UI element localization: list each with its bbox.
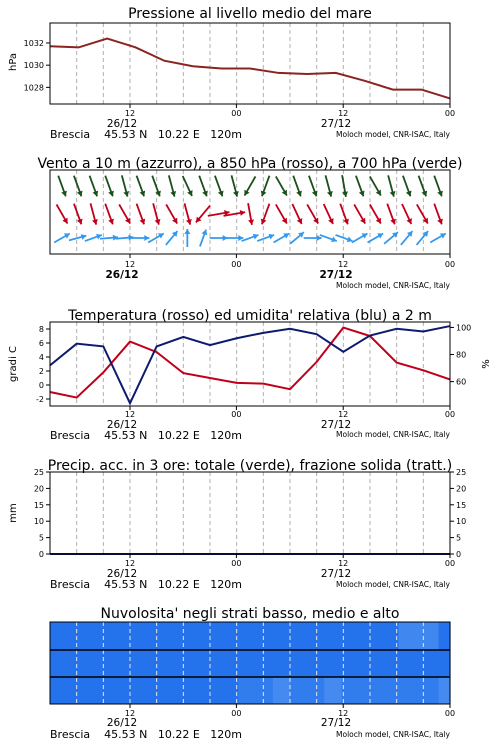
cloud-cell xyxy=(153,677,159,704)
cloud-cell xyxy=(113,650,119,677)
x-tick-label: 00 xyxy=(444,109,456,118)
cloud-cell xyxy=(359,677,365,704)
wind-arrow-head xyxy=(144,235,149,241)
cloud-cell xyxy=(164,677,170,704)
cloud-cell xyxy=(73,677,79,704)
cloud-cell xyxy=(96,622,102,650)
temperature-credit: Moloch model, CNR-ISAC, Italy xyxy=(336,430,450,439)
cloud-cell xyxy=(313,650,319,677)
cloud-cell xyxy=(181,622,187,650)
cloud-cell xyxy=(319,650,325,677)
x-tick-label: 00 xyxy=(231,709,242,718)
cloud-cell xyxy=(301,650,307,677)
cloud-cell xyxy=(107,650,113,677)
cloud-cell xyxy=(176,677,182,704)
cloud-cell xyxy=(239,650,245,677)
cloud-cell xyxy=(261,650,267,677)
x-tick-label: 12 xyxy=(124,260,136,269)
y-tick-label: 1028 xyxy=(23,83,44,93)
cloud-cell xyxy=(290,677,296,704)
cloud-cell xyxy=(56,622,62,650)
x-tick-label: 12 xyxy=(338,260,349,269)
cloud-cell xyxy=(347,622,353,650)
y-tick-label: 20 xyxy=(456,484,467,494)
cloud-cell xyxy=(370,622,376,650)
cloud-cell xyxy=(421,677,427,704)
precip-frame xyxy=(50,472,450,554)
wind-arrow-head xyxy=(113,235,118,241)
cloud-cell xyxy=(113,622,119,650)
cloud-cell xyxy=(187,622,193,650)
y-tick-label: -2 xyxy=(36,395,44,404)
wind-date-2: 27/12 xyxy=(319,269,353,281)
cloud-cell xyxy=(250,650,256,677)
wind-arrow-head xyxy=(155,219,161,225)
wind-arrow-head xyxy=(233,191,239,197)
cloud-cell xyxy=(341,650,347,677)
temperature-panel xyxy=(8,308,492,442)
cloud-cell xyxy=(273,650,279,677)
pressure-ylabel: hPa xyxy=(8,52,19,72)
x-tick-label: 00 xyxy=(231,260,242,269)
wind-date-1: 26/12 xyxy=(105,269,139,281)
cloud-cell xyxy=(387,622,393,650)
cloud-cell xyxy=(353,677,359,704)
pressure-date-2: 27/12 xyxy=(320,118,352,130)
cloud-cell xyxy=(290,650,296,677)
cloud-cell xyxy=(119,622,125,650)
wind-arrow-head xyxy=(123,191,129,197)
cloud-cell xyxy=(187,677,193,704)
cloud-cell xyxy=(233,677,239,704)
cloud-cell xyxy=(239,622,245,650)
cloud-cell xyxy=(319,622,325,650)
cloud-cell xyxy=(244,622,250,650)
x-tick-label: 12 xyxy=(338,709,349,718)
cloud-cell xyxy=(279,650,285,677)
cloud-cell xyxy=(136,650,142,677)
cloud-cell xyxy=(216,622,222,650)
cloud-cell xyxy=(159,622,165,650)
cloud-cell xyxy=(267,650,273,677)
cloud-cell xyxy=(359,650,365,677)
x-tick-label: 00 xyxy=(444,709,456,718)
y-tick-label: 8 xyxy=(38,325,44,334)
cloud-cell xyxy=(136,622,142,650)
cloud-cell xyxy=(296,650,302,677)
cloud-cell xyxy=(181,677,187,704)
precip-credit: Moloch model, CNR-ISAC, Italy xyxy=(336,580,450,589)
cloud-cell xyxy=(159,677,165,704)
cloud-cell xyxy=(341,622,347,650)
pressure-title: Pressione al livello medio del mare xyxy=(128,6,372,22)
cloud-cell xyxy=(381,622,387,650)
precip-date-2: 27/12 xyxy=(320,568,352,580)
cloud-cell xyxy=(107,622,113,650)
cloud-cell xyxy=(50,622,56,650)
cloud-cell xyxy=(210,650,216,677)
cloud-cell xyxy=(296,622,302,650)
y-tick-label: 6 xyxy=(38,339,44,348)
cloud-cell xyxy=(376,622,382,650)
cloud-cell xyxy=(256,622,262,650)
cloud-cell xyxy=(376,677,382,704)
cloud-cell xyxy=(67,677,73,704)
cloud-cell xyxy=(141,622,147,650)
cloud-cell xyxy=(96,650,102,677)
cloud-title: Nuvolosita' negli strati basso, medio e alto xyxy=(100,606,400,622)
cloud-cell xyxy=(193,650,199,677)
cloud-cell xyxy=(136,677,142,704)
cloud-cell xyxy=(336,677,342,704)
cloud-cell xyxy=(267,677,273,704)
cloud-cell xyxy=(159,650,165,677)
cloud-date-1: 26/12 xyxy=(106,717,138,729)
cloud-cell xyxy=(330,650,336,677)
cloud-cell xyxy=(193,622,199,650)
cloud-cell xyxy=(67,650,73,677)
wind-credit: Moloch model, CNR-ISAC, Italy xyxy=(336,281,450,290)
cloud-cell xyxy=(256,677,262,704)
cloud-cell xyxy=(273,622,279,650)
cloud-cell xyxy=(410,650,416,677)
cloud-cell xyxy=(61,650,67,677)
cloud-cell xyxy=(101,622,107,650)
cloud-cell xyxy=(307,622,313,650)
cloud-cell xyxy=(381,650,387,677)
y-tick-label: 1030 xyxy=(23,61,44,71)
cloud-cell xyxy=(313,622,319,650)
cloud-cell xyxy=(336,650,342,677)
cloud-cell xyxy=(324,650,330,677)
cloud-cell xyxy=(50,650,56,677)
cloud-cell xyxy=(296,677,302,704)
y-tick-label: 4 xyxy=(38,353,44,362)
cloud-cell xyxy=(244,677,250,704)
x-tick-label: 12 xyxy=(338,559,349,568)
wind-arrow-head xyxy=(92,219,98,225)
cloud-cell xyxy=(221,677,227,704)
cloud-cell xyxy=(370,650,376,677)
cloud-cell xyxy=(84,622,90,650)
cloud-cell xyxy=(347,677,353,704)
cloud-cell xyxy=(416,622,422,650)
cloud-cell xyxy=(279,622,285,650)
cloud-cell xyxy=(290,622,296,650)
wind-arrow-head xyxy=(327,191,333,197)
pressure-frame xyxy=(50,23,450,104)
x-tick-label: 00 xyxy=(231,109,242,118)
cloud-cell xyxy=(410,622,416,650)
cloud-cell xyxy=(319,677,325,704)
cloud-cell xyxy=(164,622,170,650)
cloud-cell xyxy=(393,650,399,677)
cloud-cell xyxy=(410,677,416,704)
cloud-cell xyxy=(439,622,445,650)
cloud-cell xyxy=(61,677,67,704)
y-tick-label: 25 xyxy=(33,468,44,477)
precip-title: Precip. acc. in 3 ore: totale (verde), frazione solida (tratt.) xyxy=(47,458,453,474)
cloud-cell xyxy=(307,677,313,704)
cloud-cell xyxy=(221,622,227,650)
x-tick-label: 12 xyxy=(124,109,136,118)
cloud-cell xyxy=(153,650,159,677)
cloud-cell xyxy=(199,677,205,704)
cloud-cell xyxy=(56,650,62,677)
cloud-cell xyxy=(233,622,239,650)
y-tick-label: 10 xyxy=(456,517,467,527)
cloud-cell xyxy=(359,622,365,650)
cloud-cell xyxy=(141,677,147,704)
y-tick-label: 5 xyxy=(456,533,462,543)
cloud-cell xyxy=(73,650,79,677)
cloud-cell xyxy=(164,650,170,677)
cloud-cell xyxy=(324,622,330,650)
y-tick-label: 5 xyxy=(38,533,44,543)
cloud-cell xyxy=(353,622,359,650)
cloud-date-2: 27/12 xyxy=(320,717,352,729)
wind-arrow-head xyxy=(390,191,396,197)
cloud-cell xyxy=(90,650,96,677)
temperature-location: Brescia 45.53 N 10.22 E 120m xyxy=(50,429,243,442)
cloud-cell xyxy=(433,677,439,704)
cloud-cell xyxy=(439,677,445,704)
cloud-cell xyxy=(330,677,336,704)
cloud-cell xyxy=(376,650,382,677)
y-tick-label: 100 xyxy=(456,323,472,333)
cloud-cell xyxy=(119,677,125,704)
cloud-cell xyxy=(433,622,439,650)
cloud-cell xyxy=(387,677,393,704)
wind-arrow-head xyxy=(184,229,190,234)
cloud-cell xyxy=(307,650,313,677)
cloud-cell xyxy=(73,622,79,650)
cloud-cell xyxy=(421,622,427,650)
cloud-cell xyxy=(50,677,56,704)
cloud-cell xyxy=(439,650,445,677)
cloud-cell xyxy=(341,677,347,704)
cloud-cell xyxy=(113,677,119,704)
cloud-location: Brescia 45.53 N 10.22 E 120m xyxy=(50,728,243,741)
cloud-cell xyxy=(216,677,222,704)
cloud-cell xyxy=(261,677,267,704)
cloud-cell xyxy=(399,650,405,677)
x-tick-label: 12 xyxy=(124,559,136,568)
wind-arrow-head xyxy=(186,219,192,225)
x-tick-label: 00 xyxy=(231,559,242,568)
x-tick-label: 12 xyxy=(338,410,349,419)
cloud-cell xyxy=(381,677,387,704)
cloud-cell xyxy=(404,650,410,677)
y-tick-label: 60 xyxy=(456,377,467,387)
cloud-cell xyxy=(90,677,96,704)
cloud-cell xyxy=(227,677,233,704)
cloud-cell xyxy=(141,650,147,677)
cloud-cell xyxy=(79,650,85,677)
y-tick-label: 80 xyxy=(456,350,467,360)
cloud-cell xyxy=(239,677,245,704)
cloud-cell xyxy=(250,622,256,650)
cloud-cell xyxy=(79,677,85,704)
temperature-date-1: 26/12 xyxy=(106,419,138,431)
cloud-cell xyxy=(421,650,427,677)
cloud-cell xyxy=(250,677,256,704)
cloud-cell xyxy=(130,677,136,704)
pressure-date-1: 26/12 xyxy=(106,118,138,130)
cloud-panel xyxy=(50,606,455,741)
cloud-cell xyxy=(370,677,376,704)
x-tick-label: 12 xyxy=(124,410,136,419)
cloud-cell xyxy=(181,650,187,677)
precip-location: Brescia 45.53 N 10.22 E 120m xyxy=(50,578,243,591)
cloud-cell xyxy=(119,650,125,677)
cloud-cell xyxy=(279,677,285,704)
cloud-cell xyxy=(393,677,399,704)
cloud-cell xyxy=(176,622,182,650)
y-tick-label: 15 xyxy=(33,500,44,510)
cloud-cell xyxy=(416,650,422,677)
cloud-cell xyxy=(170,677,176,704)
pressure-credit: Moloch model, CNR-ISAC, Italy xyxy=(336,130,450,139)
cloud-cell xyxy=(301,622,307,650)
cloud-cell xyxy=(404,622,410,650)
y-tick-label: 0 xyxy=(38,381,44,390)
cloud-cell xyxy=(84,650,90,677)
y-tick-label: 1032 xyxy=(23,38,44,48)
pressure-panel xyxy=(8,6,455,141)
y-tick-label: 15 xyxy=(456,500,467,510)
wind-panel xyxy=(37,156,462,290)
cloud-cell xyxy=(153,622,159,650)
cloud-cell xyxy=(267,622,273,650)
cloud-cell xyxy=(107,677,113,704)
cloud-cell xyxy=(147,650,153,677)
y-tick-label: 0 xyxy=(456,550,462,559)
x-tick-label: 12 xyxy=(124,709,136,718)
cloud-cell xyxy=(347,650,353,677)
pressure-location: Brescia 45.53 N 10.22 E 120m xyxy=(50,128,243,141)
pressure-series-line xyxy=(50,39,450,99)
x-tick-label: 00 xyxy=(231,410,242,419)
x-tick-label: 00 xyxy=(444,559,456,568)
cloud-cell xyxy=(399,677,405,704)
y-tick-label: 20 xyxy=(33,484,44,494)
cloud-cell xyxy=(427,622,433,650)
cloud-cell xyxy=(96,677,102,704)
cloud-cell xyxy=(433,650,439,677)
y-tick-label: 2 xyxy=(38,367,44,376)
cloud-cell xyxy=(67,622,73,650)
temperature-ylabel: gradi C xyxy=(8,346,19,382)
cloud-cell xyxy=(199,622,205,650)
cloud-cell xyxy=(90,622,96,650)
cloud-cell xyxy=(387,650,393,677)
cloud-cell xyxy=(210,677,216,704)
cloud-cell xyxy=(84,677,90,704)
cloud-cell xyxy=(61,622,67,650)
cloud-cell xyxy=(427,677,433,704)
precipitation-panel xyxy=(8,458,466,591)
cloud-cell xyxy=(404,677,410,704)
cloud-cell xyxy=(221,650,227,677)
cloud-cell xyxy=(210,622,216,650)
wind-arrow-head xyxy=(81,234,87,240)
cloud-cell xyxy=(261,622,267,650)
cloud-cell xyxy=(170,622,176,650)
cloud-cell xyxy=(336,622,342,650)
cloud-cell xyxy=(170,650,176,677)
cloud-cell xyxy=(427,650,433,677)
cloud-cell xyxy=(147,677,153,704)
cloud-cell xyxy=(244,650,250,677)
precip-date-1: 26/12 xyxy=(106,568,138,580)
wind-title: Vento a 10 m (azzurro), a 850 hPa (rosso), a 700 hPa (verde) xyxy=(37,156,463,172)
cloud-cell xyxy=(56,677,62,704)
cloud-cell xyxy=(273,677,279,704)
cloud-cell xyxy=(324,677,330,704)
temperature-date-2: 27/12 xyxy=(320,419,352,431)
cloud-cell xyxy=(256,650,262,677)
temperature-title: Temperatura (rosso) ed umidita' relativa (blu) a 2 m xyxy=(68,308,432,324)
cloud-cell xyxy=(130,622,136,650)
cloud-cell xyxy=(301,677,307,704)
cloud-cell xyxy=(393,622,399,650)
wind-arrow-head xyxy=(170,191,176,197)
x-tick-label: 12 xyxy=(338,109,349,118)
cloud-cell xyxy=(227,622,233,650)
cloud-cell xyxy=(101,650,107,677)
cloud-cell xyxy=(353,650,359,677)
cloud-cell xyxy=(193,677,199,704)
cloud-cell xyxy=(416,677,422,704)
cloud-credit: Moloch model, CNR-ISAC, Italy xyxy=(336,730,450,739)
y-tick-label: 0 xyxy=(38,550,44,559)
x-tick-label: 00 xyxy=(444,410,456,419)
cloud-cell xyxy=(313,677,319,704)
x-tick-label: 00 xyxy=(444,260,456,269)
cloud-cell xyxy=(199,650,205,677)
cloud-cell xyxy=(233,650,239,677)
cloud-cell xyxy=(130,650,136,677)
cloud-cell xyxy=(330,622,336,650)
cloud-cell xyxy=(187,650,193,677)
cloud-cell xyxy=(147,622,153,650)
cloud-cell xyxy=(101,677,107,704)
cloud-cell xyxy=(216,650,222,677)
y-tick-label: 25 xyxy=(456,468,467,477)
cloud-cell xyxy=(399,622,405,650)
cloud-cell xyxy=(79,622,85,650)
y-tick-label: 10 xyxy=(33,517,44,527)
cloud-cell xyxy=(176,650,182,677)
humidity-ylabel: % xyxy=(481,359,492,369)
cloud-cell xyxy=(227,650,233,677)
precip-ylabel: mm xyxy=(8,503,19,523)
